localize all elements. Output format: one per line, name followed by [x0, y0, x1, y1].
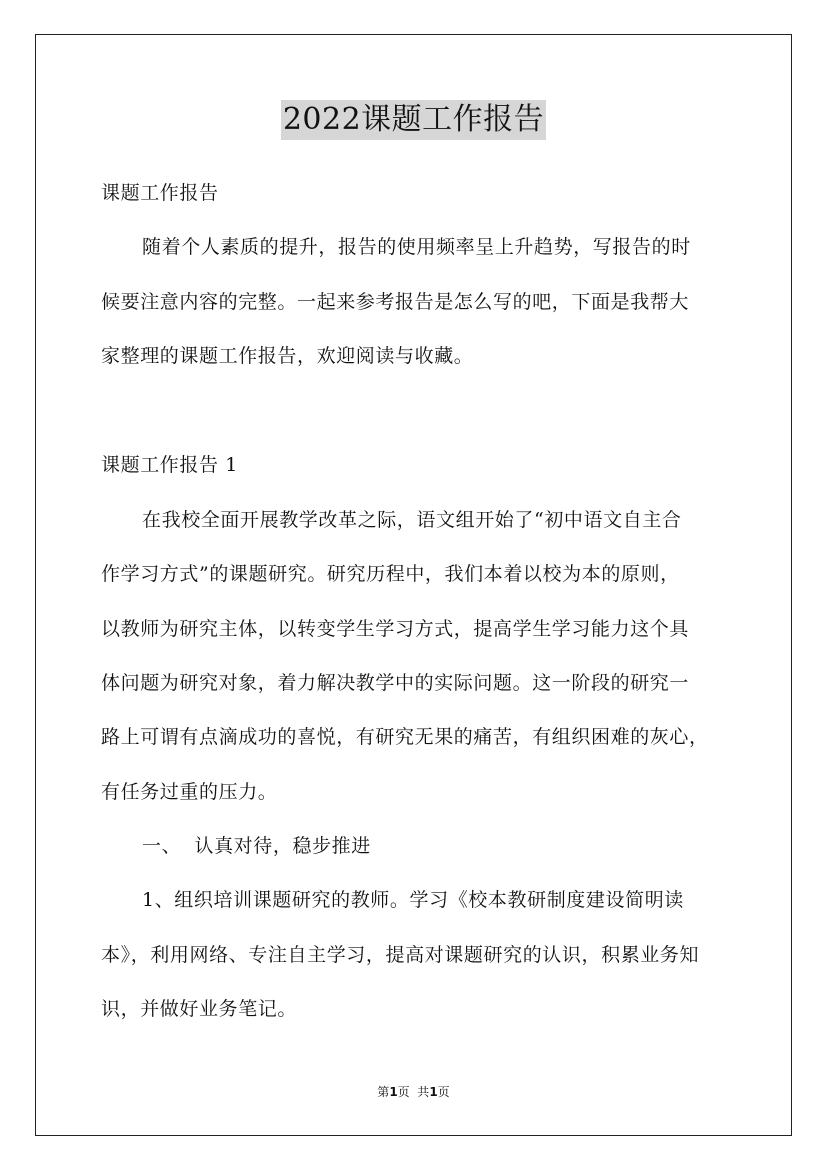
footer-page-total: 1 [429, 1085, 438, 1099]
intro-line-1: 随着个人素质的提升，报告的使用频率呈上升趋势，写报告的时 [142, 236, 691, 258]
footer-page-number: 1 [389, 1085, 398, 1099]
page-footer [0, 1084, 827, 1100]
section-line-6: 有任务过重的压力。 [101, 781, 278, 803]
footer-page-suffix: 页 [437, 1085, 450, 1099]
title-area [0, 100, 827, 140]
item-line-2: 本》，利用网络、专注自主学习，提高对课题研究的认识，积累业务知 [101, 944, 700, 966]
section-line-5: 路上可谓有点滴成功的喜悦，有研究无果的痛苦，有组织困难的灰心， [101, 726, 709, 748]
item-line-3: 识，并做好业务笔记。 [101, 998, 298, 1020]
item-line-1: 1、组织培训课题研究的教师。学习《校本教研制度建设简明读 [142, 889, 684, 911]
subheading-one: 一、 认真对待，稳步推进 [142, 835, 371, 857]
intro-line-3: 家整理的课题工作报告，欢迎阅读与收藏。 [101, 345, 474, 367]
footer-page-prefix: 第 [377, 1085, 390, 1099]
section-line-2: 作学习方式”的课题研究。研究历程中，我们本着以校为本的原则， [101, 563, 680, 585]
intro-line-2: 候要注意内容的完整。一起来参考报告是怎么写的吧，下面是我帮大 [101, 291, 690, 313]
footer-page-mid: 页 共 [397, 1085, 430, 1099]
report-heading: 课题工作报告 [101, 182, 219, 204]
section-line-3: 以教师为研究主体，以转变学生学习方式，提高学生学习能力这个具 [101, 618, 690, 640]
section-heading: 课题工作报告 1 [101, 454, 238, 476]
document-title: 2022课题工作报告 [281, 100, 546, 140]
section-line-4: 体问题为研究对象，着力解决教学中的实际问题。这一阶段的研究一 [101, 672, 690, 694]
section-line-1: 在我校全面开展教学改革之际，语文组开始了“初中语文自主合 [142, 509, 682, 531]
